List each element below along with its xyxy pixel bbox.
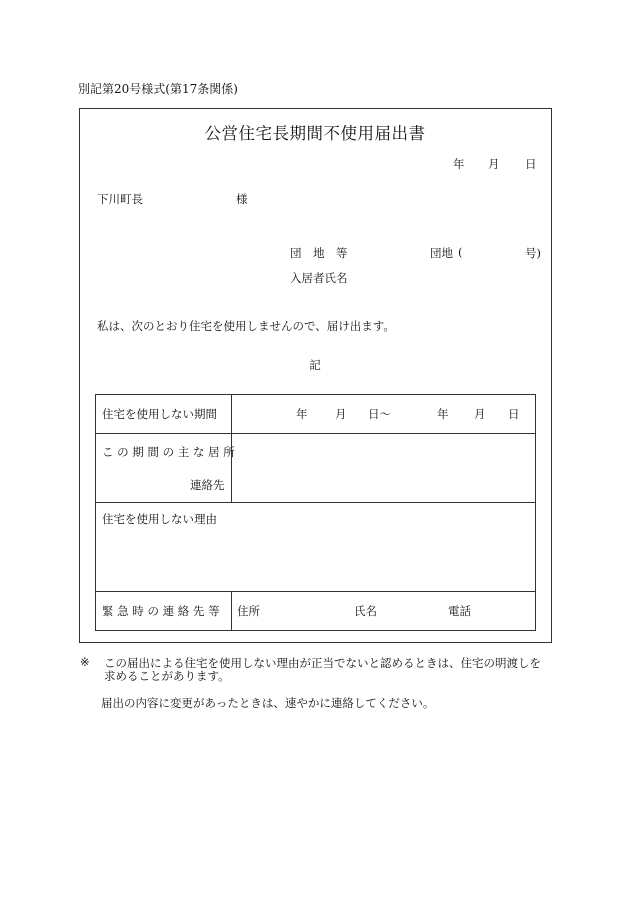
address-label: 住所 bbox=[237, 604, 260, 618]
form-label: 別記第20号様式(第17条関係) bbox=[78, 82, 238, 96]
note1-line2: 求めることがあります。 bbox=[104, 669, 230, 683]
period-to-day: 日 bbox=[508, 407, 520, 421]
table-row-reason bbox=[96, 503, 536, 592]
note2-text: 届出の内容に変更があったときは、速やかに連絡してください。 bbox=[101, 696, 435, 710]
period-label-cell bbox=[96, 395, 232, 434]
emergency-label: 緊 急 時 の 連 絡 先 等 bbox=[102, 604, 220, 618]
details-table bbox=[95, 394, 536, 631]
name-label: 氏名 bbox=[354, 604, 377, 618]
emergency-value-cell bbox=[232, 592, 536, 631]
room-number-paren-open: ( bbox=[458, 245, 463, 259]
date-month-label: 月 bbox=[488, 157, 500, 171]
period-from-month: 月 bbox=[335, 407, 347, 421]
residence-value-cell bbox=[232, 434, 536, 503]
resident-name-label: 入居者氏名 bbox=[290, 271, 348, 285]
form-title: 公営住宅長期間不使用届出書 bbox=[204, 124, 426, 143]
danchi-label: 団 地 等 bbox=[290, 246, 348, 260]
contact-label: 連絡先 bbox=[190, 478, 225, 492]
period-from-day: 日〜 bbox=[368, 407, 391, 421]
period-from-year: 年 bbox=[296, 407, 308, 421]
table-row-residence bbox=[96, 434, 536, 503]
ki-heading: 記 bbox=[309, 358, 321, 372]
reason-label: 住宅を使用しない理由 bbox=[102, 512, 217, 526]
period-label: 住宅を使用しない期間 bbox=[102, 407, 217, 421]
note1-line1: この届出による住宅を使用しない理由が正当でないと認めるときは、住宅の明渡しを bbox=[104, 656, 541, 670]
period-to-month: 月 bbox=[474, 407, 486, 421]
addressee-honorific: 様 bbox=[236, 192, 248, 206]
note-mark: ※ bbox=[80, 655, 90, 669]
period-to-year: 年 bbox=[437, 407, 449, 421]
date-day-label: 日 bbox=[525, 157, 537, 171]
phone-label: 電話 bbox=[448, 604, 471, 618]
table-row-emergency bbox=[96, 592, 536, 631]
residence-label: こ の 期 間 の 主 な 居 所 bbox=[102, 445, 235, 459]
reason-cell bbox=[96, 503, 536, 592]
period-value-cell bbox=[232, 395, 536, 434]
table-row-period bbox=[96, 395, 536, 434]
emergency-label-cell bbox=[96, 592, 232, 631]
addressee-name: 下川町長 bbox=[97, 192, 143, 206]
room-number-suffix: 号) bbox=[525, 246, 541, 260]
statement-text: 私は、次のとおり住宅を使用しませんので、届け出ます。 bbox=[97, 319, 395, 333]
danchi-unit: 団地 bbox=[430, 246, 453, 260]
residence-label-cell bbox=[96, 434, 235, 503]
date-year-label: 年 bbox=[453, 157, 465, 171]
